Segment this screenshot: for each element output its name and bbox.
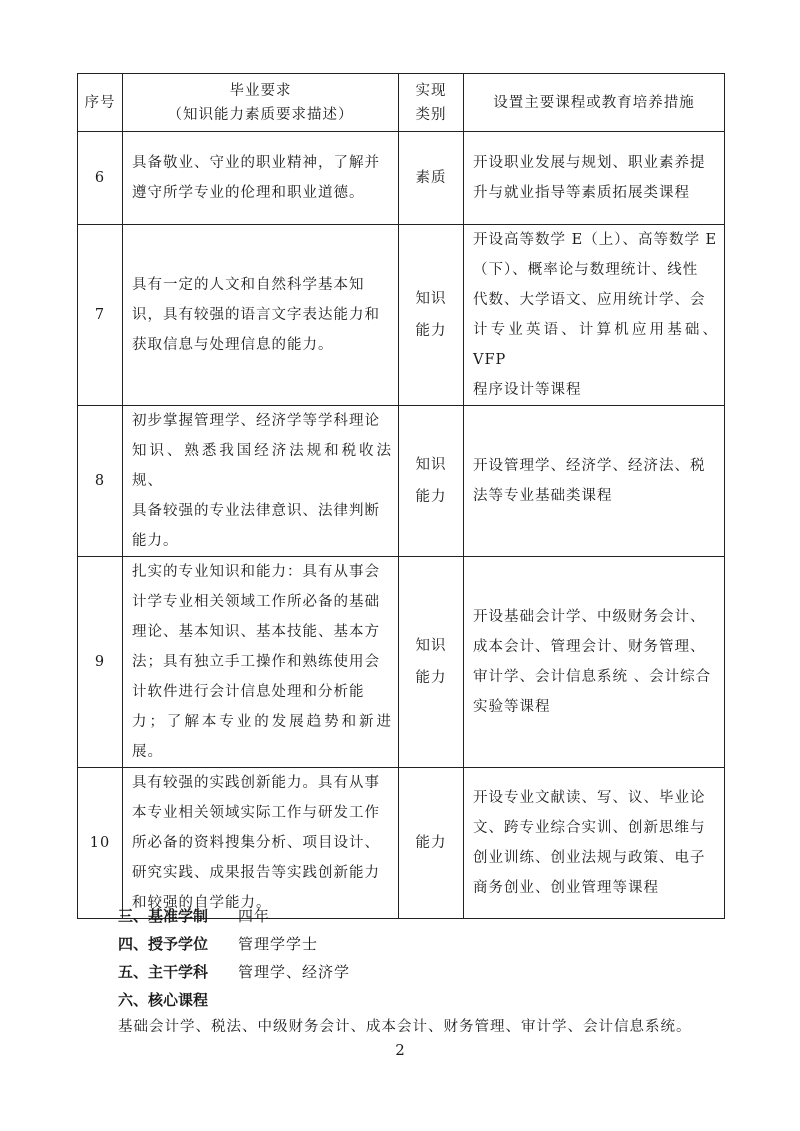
requirement-cell [123, 225, 399, 406]
table-header-row [78, 74, 725, 132]
text-line: 具有一定的人文和自然科学基本知 [132, 277, 365, 293]
type-cell [399, 225, 464, 406]
section-core-courses [118, 988, 238, 1012]
section-degree [118, 932, 318, 956]
page-number: 2 [395, 1041, 405, 1059]
text-line: 商务创业、创业管理等课程 [473, 880, 659, 896]
header-course: 设置主要课程或教育培养措施 [464, 74, 725, 132]
section-duration [118, 904, 270, 928]
text-line: 能力 [415, 670, 447, 686]
text-line: 素质 [415, 170, 447, 186]
requirement-cell [123, 768, 399, 919]
text-line: 具有较强的实践创新能力。具有从事 [132, 775, 380, 791]
text-line: 力；了解本专业的发展趋势和新进展。 [132, 714, 392, 760]
text-line: 开设管理学、经济学、经济法、税 [473, 458, 706, 474]
section-label: 四、授予学位 [118, 935, 209, 953]
row-number: 6 [78, 132, 123, 225]
text-line: 知识 [415, 291, 447, 307]
section-label: 五、主干学科 [118, 963, 209, 981]
text-line: 成本会计、管理会计、财务管理、 [473, 639, 706, 655]
header-type [399, 74, 464, 132]
text-line: 实验等课程 [473, 699, 551, 715]
table-row [78, 132, 725, 225]
text-line: 能力 [415, 489, 447, 505]
table-row [78, 557, 725, 768]
text-line: 知识 [415, 638, 447, 654]
text-line: 能力。 [132, 533, 179, 549]
text-line: 和较强的自学能力。 [132, 895, 272, 911]
text-line: 开设职业发展与规划、职业素养提 [473, 155, 706, 171]
course-cell [464, 768, 725, 919]
text-line: 升与就业指导等素质拓展类课程 [473, 185, 690, 201]
course-cell [464, 406, 725, 557]
header-type-line1: 实现 [415, 82, 447, 99]
text-line: 具备较强的专业法律意识、法律判断 [132, 503, 380, 519]
section-label: 六、核心课程 [118, 991, 209, 1009]
header-requirement-line1: 毕业要求 [229, 82, 292, 99]
table-row [78, 225, 725, 406]
requirement-cell [123, 406, 399, 557]
section-value: 四年 [238, 907, 271, 925]
table-row [78, 406, 725, 557]
row-number: 10 [78, 768, 123, 919]
graduation-requirements-table [77, 73, 725, 919]
text-line: 理论、基本知识、基本技能、基本方 [132, 624, 380, 640]
text-line: 计学专业相关领域工作所必备的基础 [132, 594, 380, 610]
row-number: 9 [78, 557, 123, 768]
text-line: 法；具有独立手工操作和熟练使用会 [132, 654, 380, 670]
text-line: 法等专业基础类课程 [473, 488, 613, 504]
text-line: 代数、大学语文、应用统计学、会 [473, 292, 706, 308]
text-line: 计专业英语、计算机应用基础、VFP [473, 322, 718, 368]
text-line: 具备敬业、守业的职业精神，了解并 [132, 155, 380, 171]
text-line: （下）、概率论与数理统计、线性 [473, 262, 699, 278]
course-cell [464, 557, 725, 768]
text-line: 遵守所学专业的伦理和职业道德。 [132, 185, 365, 201]
section-value: 管理学学士 [238, 935, 319, 953]
text-line: 审计学、会计信息系统 、会计综合 [473, 669, 712, 685]
section-value: 管理学、经济学 [238, 963, 351, 981]
text-line: 知识、熟悉我国经济法规和税收法规、 [132, 443, 392, 489]
requirement-cell [123, 132, 399, 225]
type-cell [399, 768, 464, 919]
header-type-line2: 类别 [415, 106, 447, 123]
text-line: 扎实的专业知识和能力：具有从事会 [132, 564, 380, 580]
type-cell [399, 406, 464, 557]
requirement-cell [123, 557, 399, 768]
course-cell [464, 132, 725, 225]
text-line: 创业训练、创业法规与政策、电子 [473, 850, 706, 866]
header-requirement [123, 74, 399, 132]
text-line: 开设高等数学 E（上）、高等数学 E [473, 232, 718, 248]
text-line: 程序设计等课程 [473, 382, 582, 398]
section-label: 三、基准学制 [118, 907, 209, 925]
text-line: 初步掌握管理学、经济学等学科理论 [132, 413, 380, 429]
text-line: 能力 [415, 835, 447, 851]
type-cell [399, 132, 464, 225]
text-line: 知识 [415, 457, 447, 473]
table-row [78, 768, 725, 919]
header-requirement-line2: （知识能力素质要求描述） [167, 106, 354, 123]
row-number: 7 [78, 225, 123, 406]
core-courses-text: 基础会计学、税法、中级财务会计、成本会计、财务管理、审计学、会计信息系统。 [118, 1019, 692, 1035]
type-cell [399, 557, 464, 768]
header-no: 序号 [78, 74, 123, 132]
text-line: 计软件进行会计信息处理和分析能 [132, 684, 365, 700]
text-line: 所必备的资料搜集分析、项目设计、 [132, 835, 380, 851]
text-line: 识，具有较强的语言文字表达能力和 [132, 307, 380, 323]
text-line: 开设基础会计学、中级财务会计、 [473, 609, 706, 625]
text-line: 研究实践、成果报告等实践创新能力 [132, 865, 380, 881]
text-line: 开设专业文献读、写、议、毕业论 [473, 790, 706, 806]
row-number: 8 [78, 406, 123, 557]
course-cell [464, 225, 725, 406]
text-line: 能力 [415, 323, 447, 339]
text-line: 获取信息与处理信息的能力。 [132, 337, 334, 353]
section-main-disciplines [118, 960, 350, 984]
text-line: 文、跨专业综合实训、创新思维与 [473, 820, 706, 836]
text-line: 本专业相关领域实际工作与研发工作 [132, 805, 380, 821]
